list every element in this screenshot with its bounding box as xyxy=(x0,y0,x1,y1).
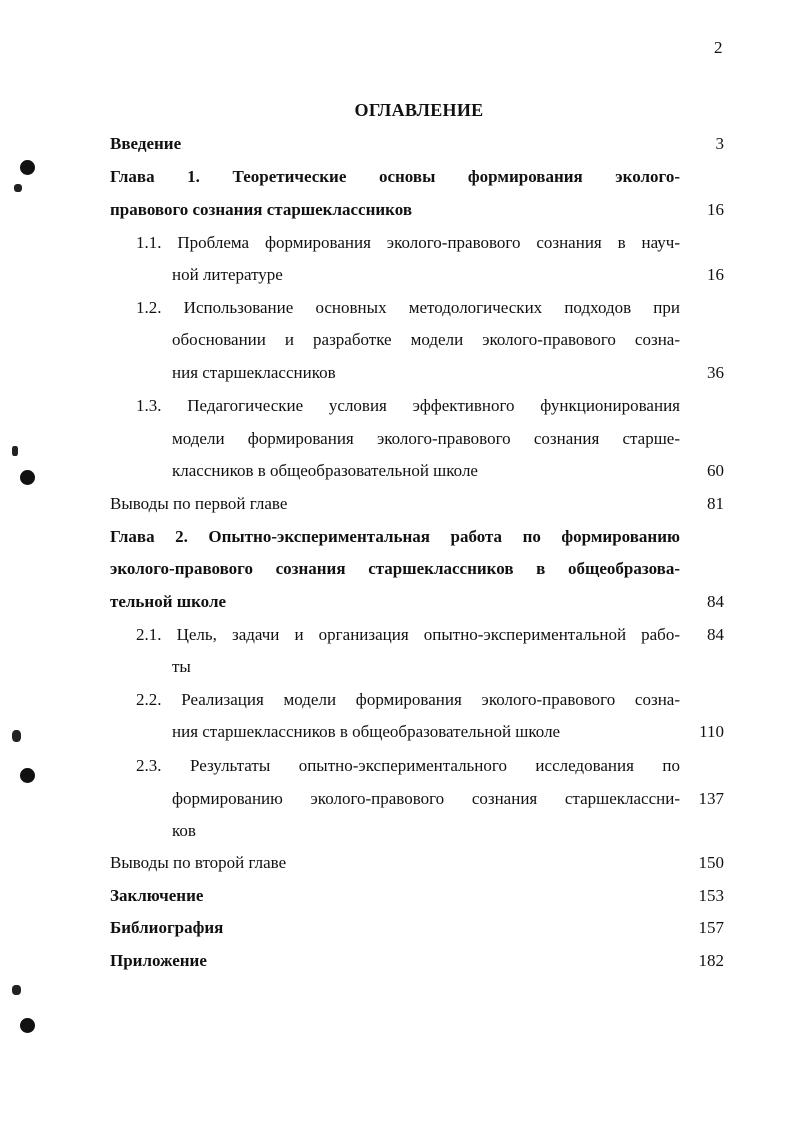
toc-conclusion-page: 153 xyxy=(698,886,724,905)
toc-s23-line1: 2.3. Результаты опытно-экспериментального исследования по xyxy=(136,756,680,775)
toc-s11-line1: 1.1. Проблема формирования эколого-правового сознания в науч- xyxy=(136,233,680,252)
toc-s13-line3: классников в общеобразовательной школе xyxy=(172,461,478,480)
punch-hole xyxy=(20,160,35,175)
toc-ch1-page: 16 xyxy=(707,200,724,219)
punch-hole xyxy=(20,470,35,485)
toc-s12-line1: 1.2. Использование основных методологических подходов при xyxy=(136,298,680,317)
toc-s12-page: 36 xyxy=(707,363,724,382)
page-title: ОГЛАВЛЕНИЕ xyxy=(354,100,484,120)
toc-concl1-page: 81 xyxy=(707,494,724,513)
toc-concl2: Выводы по второй главе xyxy=(110,853,287,872)
scan-speck xyxy=(12,730,21,742)
toc-s21-line2: ты xyxy=(172,657,191,676)
toc-s11-line2: ной литературе xyxy=(172,265,283,284)
toc-ch1-line1: Глава 1. Теоретические основы формирования эколого- xyxy=(110,167,680,186)
scan-speck xyxy=(12,985,21,995)
toc-s12-line2: обосновании и разработке модели эколого-правового созна- xyxy=(172,330,680,349)
toc-s22-page: 110 xyxy=(699,722,724,741)
toc-intro-page: 3 xyxy=(715,134,724,153)
toc-concl2-page: 150 xyxy=(698,853,724,872)
scan-speck xyxy=(14,184,22,192)
toc-s13-page: 60 xyxy=(707,461,724,480)
scan-speck xyxy=(12,446,18,456)
toc-s21-page: 84 xyxy=(707,625,724,644)
toc-s22-line2: ния старшеклассников в общеобразовательной школе xyxy=(172,722,561,741)
toc-s13-line1: 1.3. Педагогические условия эффективного функционирования xyxy=(136,396,680,415)
toc-s22-line1: 2.2. Реализация модели формирования эколого-правового созна- xyxy=(136,690,680,709)
page-number: 2 xyxy=(714,38,723,57)
toc-concl1: Выводы по первой главе xyxy=(110,494,288,513)
toc-ch2-line3: тельной школе xyxy=(110,592,227,611)
toc-intro: Введение xyxy=(110,134,182,153)
toc-ch2-line1: Глава 2. Опытно-экспериментальная работа по формированию xyxy=(110,527,680,546)
toc-appendix: Приложение xyxy=(110,951,207,970)
toc-s21-line1: 2.1. Цель, задачи и организация опытно-экспериментальной рабо- xyxy=(136,625,680,644)
toc-s23-page: 137 xyxy=(698,789,724,808)
toc-s11-page: 16 xyxy=(707,265,724,284)
toc-s23-line2: формированию эколого-правового сознания старшеклассни- xyxy=(172,789,680,808)
toc-bibliography-page: 157 xyxy=(698,918,724,937)
toc-ch1-line2: правового сознания старшеклассников xyxy=(110,200,413,219)
toc-ch2-page: 84 xyxy=(707,592,724,611)
toc-s12-line3: ния старшеклассников xyxy=(172,363,336,382)
toc-s23-line3: ков xyxy=(172,821,196,840)
punch-hole xyxy=(20,768,35,783)
toc-s13-line2: модели формирования эколого-правового сознания старше- xyxy=(172,429,680,448)
toc-bibliography: Библиография xyxy=(110,918,224,937)
punch-hole xyxy=(20,1018,35,1033)
toc-conclusion: Заключение xyxy=(110,886,204,905)
toc-appendix-page: 182 xyxy=(698,951,724,970)
toc-ch2-line2: эколого-правового сознания старшеклассников в общеобразова- xyxy=(110,559,680,578)
